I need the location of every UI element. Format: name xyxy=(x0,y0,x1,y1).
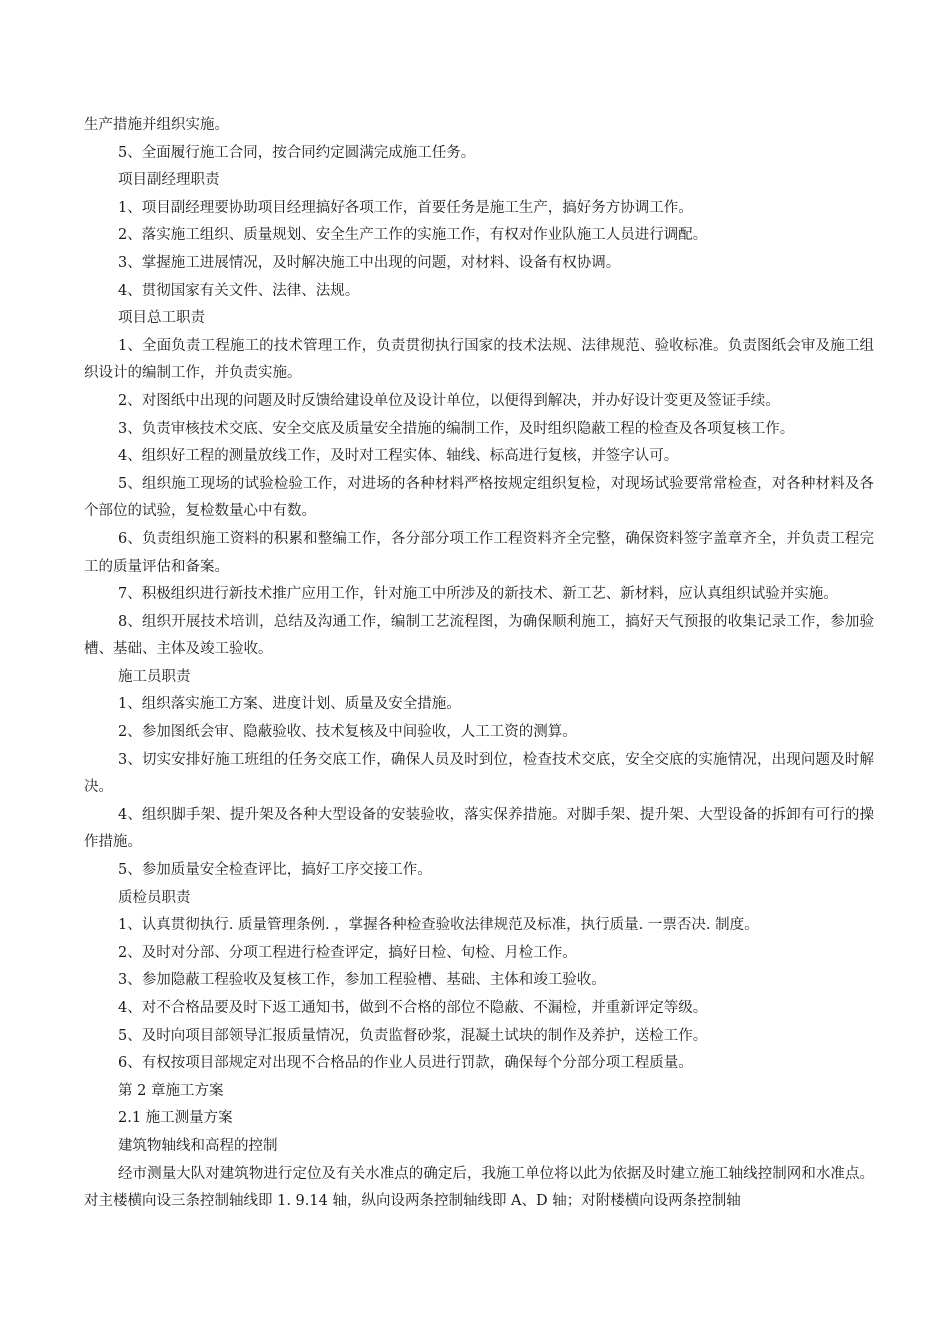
paragraph: 1、项目副经理要协助项目经理搞好各项工作，首要任务是施工生产，搞好务方协调工作。 xyxy=(118,199,693,216)
paragraph: 3、切实安排好施工班组的任务交底工作，确保人员及时到位，检查技术交底，安全交底的实施情况，出现问题及时解决。 xyxy=(84,751,874,796)
paragraph: 4、组织脚手架、提升架及各种大型设备的安装验收，落实保养措施。对脚手架、提升架、大型设备的拆卸有可行的操作措施。 xyxy=(84,806,874,851)
paragraph: 生产措施并组织实施。 xyxy=(84,117,229,133)
document-body xyxy=(84,112,874,1216)
paragraph: 项目总工职责 xyxy=(118,310,205,327)
paragraph: 2、参加图纸会审、隐蔽验收、技术复核及中间验收，人工工资的测算。 xyxy=(118,724,577,741)
paragraph: 3、负责审核技术交底、安全交底及质量安全措施的编制工作，及时组织隐蔽工程的检查及各项复核工作。 xyxy=(118,420,795,437)
paragraph: 经市测量大队对建筑物进行定位及有关水准点的确定后，我施工单位将以此为依据及时建立施工轴线控制网和水准点。对主楼横向设三条控制轴线即 1. 9.14 轴，纵向设两条控制轴线即 A、D 轴；对附楼横向设两条控制轴 xyxy=(84,1165,874,1210)
paragraph: 2、落实施工组织、质量规划、安全生产工作的实施工作，有权对作业队施工人员进行调配。 xyxy=(118,227,708,244)
paragraph: 1、全面负责工程施工的技术管理工作，负责贯彻执行国家的技术法规、法律规范、验收标准。负责图纸会审及施工组织设计的编制工作，并负责实施。 xyxy=(84,337,874,382)
paragraph: 4、组织好工程的测量放线工作，及时对工程实体、轴线、标高进行复核，并签字认可。 xyxy=(118,448,679,465)
paragraph: 4、对不合格品要及时下返工通知书，做到不合格的部位不隐蔽、不漏检，并重新评定等级。 xyxy=(118,1000,708,1016)
paragraph: 质检员职责 xyxy=(118,889,191,906)
paragraph: 5、参加质量安全检查评比，搞好工序交接工作。 xyxy=(118,862,432,879)
paragraph: 2、对图纸中出现的问题及时反馈给建设单位及设计单位，以便得到解决，并办好设计变更及签证手续。 xyxy=(118,392,780,409)
paragraph: 1、认真贯彻执行. 质量管理条例. ，掌握各种检查验收法律规范及标准，执行质量. 一票否决. 制度。 xyxy=(118,917,759,934)
paragraph: 项目副经理职责 xyxy=(118,172,220,189)
paragraph: 第 2 章施工方案 xyxy=(118,1082,224,1099)
paragraph: 6、负责组织施工资料的积累和整编工作，各分部分项工作工程资料齐全完整，确保资料签字盖章齐全，并负责工程完工的质量评估和备案。 xyxy=(84,530,874,575)
paragraph: 2、及时对分部、分项工程进行检查评定，搞好日检、旬检、月检工作。 xyxy=(118,944,577,961)
paragraph: 5、组织施工现场的试验检验工作，对进场的各种材料严格按规定组织复检，对现场试验要常常检查，对各种材料及各个部位的试验，复检数量心中有数。 xyxy=(84,475,874,520)
paragraph: 6、有权按项目部规定对出现不合格品的作业人员进行罚款，确保每个分部分项工程质量。 xyxy=(118,1055,693,1072)
paragraph: 3、参加隐蔽工程验收及复核工作，参加工程验槽、基础、主体和竣工验收。 xyxy=(118,972,606,989)
paragraph: 施工员职责 xyxy=(118,668,191,685)
paragraph: 1、组织落实施工方案、进度计划、质量及安全措施。 xyxy=(118,696,461,713)
paragraph: 建筑物轴线和高程的控制 xyxy=(118,1137,278,1154)
paragraph: 7、积极组织进行新技术推广应用工作，针对施工中所涉及的新技术、新工艺、新材料，应认真组织试验并实施。 xyxy=(118,586,838,603)
paragraph: 4、贯彻国家有关文件、法律、法规。 xyxy=(118,282,360,299)
paragraph: 8、组织开展技术培训，总结及沟通工作，编制工艺流程图，为确保顺利施工，搞好天气预报的收集记录工作，参加验槽、基础、主体及竣工验收。 xyxy=(84,613,874,658)
paragraph: 2.1 施工测量方案 xyxy=(118,1110,233,1127)
paragraph: 5、及时向项目部领导汇报质量情况，负责监督砂浆，混凝土试块的制作及养护，送检工作。 xyxy=(118,1027,708,1044)
paragraph: 5、全面履行施工合同，按合同约定圆满完成施工任务。 xyxy=(118,144,476,161)
paragraph: 3、掌握施工进展情况，及时解决施工中出现的问题，对材料、设备有权协调。 xyxy=(118,254,621,271)
